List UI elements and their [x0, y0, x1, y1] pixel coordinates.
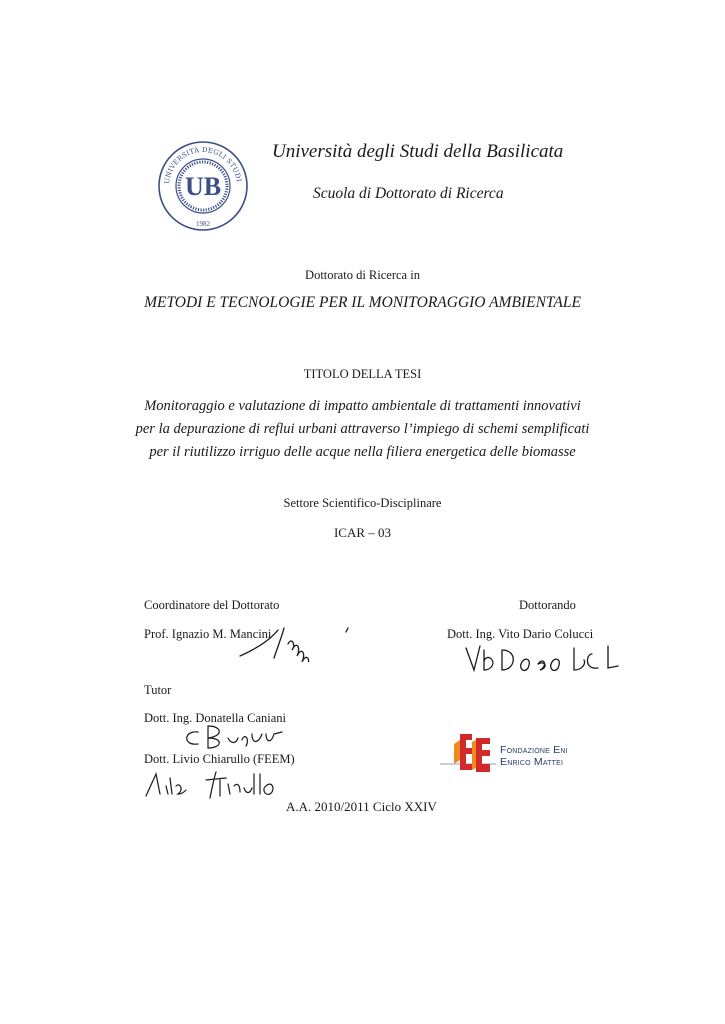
thesis-title — [0, 395, 725, 464]
seal-monogram: UB — [184, 172, 222, 201]
seal-ring-text: UNIVERSITÀ DEGLI STUDI — [162, 145, 243, 185]
tutor1-signature — [178, 722, 288, 752]
university-seal — [157, 140, 249, 232]
student-label: Dottorando — [519, 598, 576, 612]
thesis-title-line: per la depurazione di reflui urbani attraverso l’impiego di schemi semplificati — [135, 421, 590, 437]
academic-year: A.A. 2010/2011 Ciclo XXIV — [286, 799, 437, 814]
coordinator-label: Coordinatore del Dottorato — [144, 598, 280, 612]
student-name: Dott. Ing. Vito Dario Colucci — [447, 627, 594, 641]
coordinator-name: Prof. Ignazio M. Mancini — [144, 627, 272, 641]
feem-line1: Fondazione Eni — [500, 744, 568, 756]
sector-label: Settore Scientifico-Disciplinare — [283, 496, 442, 510]
feem-logo — [438, 730, 598, 778]
coordinator-signature — [238, 618, 368, 662]
tutor1-name: Dott. Ing. Donatella Caniani — [144, 711, 286, 725]
feem-line2: Enrico Mattei — [500, 756, 564, 768]
seal-year: 1982 — [196, 220, 210, 228]
sector-code: ICAR – 03 — [333, 525, 392, 540]
tutor2-name: Dott. Livio Chiarullo (FEEM) — [144, 752, 295, 766]
tutor2-signature — [140, 768, 290, 802]
program-name: METODI E TECNOLOGIE PER IL MONITORAGGIO AMBIENTALE — [144, 294, 581, 311]
thesis-title-line: Monitoraggio e valutazione di impatto ambientale di trattamenti innovativi — [144, 398, 581, 414]
program-label: Dottorato di Ricerca in — [305, 268, 420, 282]
tutor-label: Tutor — [144, 683, 172, 697]
thesis-label: TITOLO DELLA TESI — [303, 367, 422, 381]
student-signature — [462, 640, 622, 676]
thesis-title-line: per il riutilizzo irriguo delle acque nella filiera energetica delle biomasse — [149, 444, 576, 460]
school-name: Scuola di Dottorato di Ricerca — [313, 185, 504, 202]
university-seal-icon — [157, 140, 249, 232]
university-name: Università degli Studi della Basilicata — [272, 141, 564, 162]
feem-logo-icon — [438, 730, 498, 778]
